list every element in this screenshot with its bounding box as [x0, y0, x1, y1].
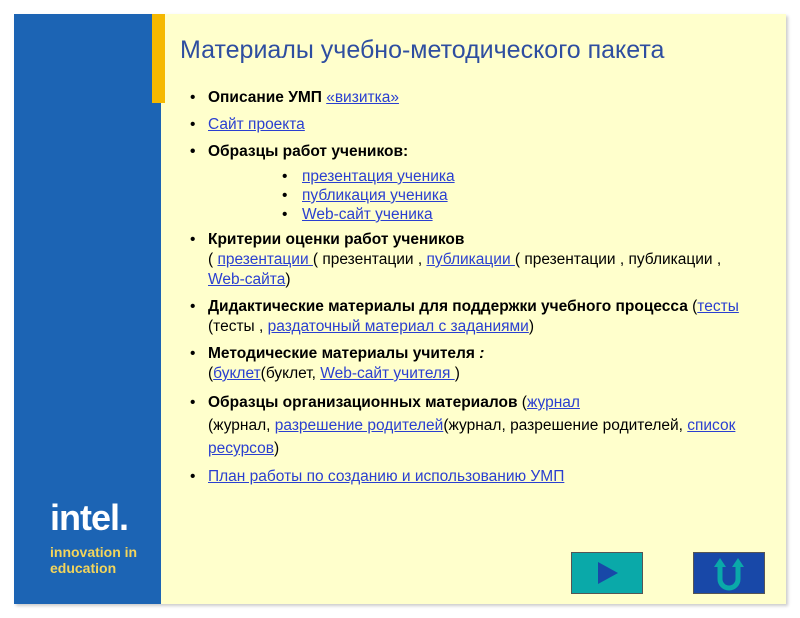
methodical-colon: : — [474, 345, 485, 362]
org-text-1: ( — [517, 394, 527, 411]
sidebar — [14, 14, 161, 604]
parent-permission-link[interactable]: разрешение родителей — [274, 417, 444, 434]
journal-link[interactable]: журнал — [526, 394, 580, 411]
ump-card-link[interactable]: «визитка» — [326, 89, 399, 106]
criteria-text-4: ) — [285, 271, 291, 288]
list-item-site — [188, 115, 748, 135]
return-button[interactable] — [693, 552, 765, 594]
tests-link[interactable]: тесты — [697, 298, 739, 315]
list-item-ump — [188, 88, 748, 108]
ump-plan-link[interactable]: План работы по созданию и использованию УМП — [208, 468, 565, 485]
criteria-publication-link[interactable]: публикации — [426, 251, 515, 268]
sub-item-publication — [278, 186, 748, 205]
teacher-website-link[interactable]: Web-сайт учителя — [320, 365, 455, 382]
list-item-org — [188, 391, 748, 460]
criteria-label: Критерии оценки работ учеников — [208, 231, 465, 248]
logo-tagline — [50, 544, 137, 576]
org-label: Образцы организационных материалов — [208, 394, 518, 411]
didactic-text-2: (тесты , — [208, 318, 268, 335]
sub-item-presentation — [278, 167, 748, 186]
next-button[interactable] — [571, 552, 643, 594]
methodical-text-3: ) — [454, 365, 460, 382]
org-text-4: ) — [273, 440, 280, 457]
didactic-label: Дидактические материалы для поддержки учебного процесса — [208, 298, 688, 315]
accent-bar — [152, 14, 165, 103]
criteria-website-link[interactable]: Web-сайта — [208, 271, 286, 288]
ump-label: Описание УМП — [208, 89, 327, 106]
criteria-text-3: ( презентации , публикации , — [514, 251, 722, 268]
logo-tagline-2: education — [50, 560, 117, 576]
sub-item-website — [278, 205, 748, 224]
play-arrow-icon — [572, 553, 642, 593]
content-list — [188, 88, 748, 494]
page-title: Материалы учебно-методического пакета — [180, 36, 665, 64]
intel-logo — [50, 497, 138, 576]
logo-tagline-1: innovation in — [50, 544, 138, 560]
list-item-plan — [188, 467, 748, 487]
list-item-criteria — [188, 230, 748, 290]
list-item-samples: • Образцы работ учеников: — [188, 142, 748, 162]
booklet-link[interactable]: буклет — [213, 365, 261, 382]
didactic-text-3: ) — [528, 318, 535, 335]
criteria-text-2: ( презентации , — [312, 251, 427, 268]
logo-word: intel. — [50, 497, 129, 538]
student-presentation-link[interactable]: презентация ученика — [302, 168, 455, 185]
resource-list-link[interactable]: список ресурсов — [208, 417, 736, 457]
list-item-didactic — [188, 297, 748, 337]
didactic-text-1: ( — [687, 298, 698, 315]
methodical-text-2: (буклет, — [260, 365, 321, 382]
org-text-2: (журнал, — [208, 417, 275, 434]
methodical-label: Методические материалы учителя — [208, 345, 475, 362]
project-site-link[interactable]: Сайт проекта — [208, 116, 305, 133]
u-turn-arrow-icon — [694, 553, 764, 593]
org-text-3: (журнал, разрешение родителей, — [443, 417, 688, 434]
list-item-methodical — [188, 344, 748, 384]
criteria-text-1: ( — [208, 251, 218, 268]
samples-sublist — [278, 167, 748, 224]
student-publication-link[interactable]: публикация ученика — [302, 187, 448, 204]
methodical-text-1: ( — [208, 365, 214, 382]
student-website-link[interactable]: Web-сайт ученика — [302, 206, 433, 223]
criteria-presentation-link[interactable]: презентации — [217, 251, 313, 268]
handout-link[interactable]: раздаточный материал с заданиями — [267, 318, 529, 335]
